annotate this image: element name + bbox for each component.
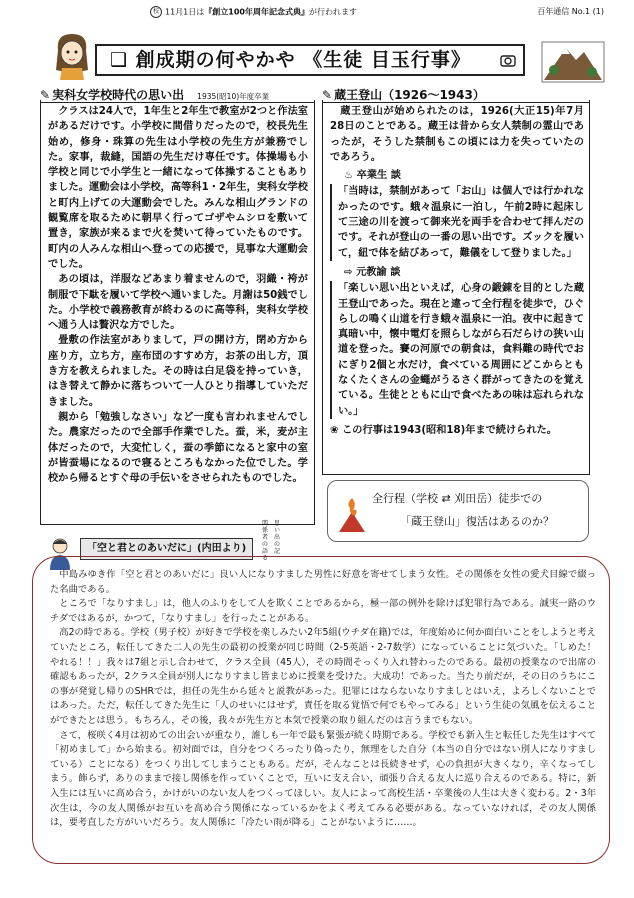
quote-former-teacher: 「楽しい思い出といえば，心身の鍛錬を目的とした蔵王登山であった。現在と違って全行程を徒歩で，ひぐらしの鳴く山道を行き蛾々温泉に一泊。夜中に起きて真暗い中，懐中電灯を照らしながら石だらけの狭い山道を登った。賽の河原での朝食は，食料難の時代でおにぎり2個と水だけ，食べている周囲にどこからともなくたくさんの金蠅がうるさく群がってきたのを覚えている。生徒とともに山で食べたあの味は忘れられない。」 bbox=[330, 281, 584, 419]
mountain-fire-icon bbox=[337, 494, 367, 534]
quote-graduate: 「当時は，禁制があって「お山」は個人では行かれなかったのです。蛾々温泉に一泊し，午前2時に起床して三途の川を渡って御来光を両手を合わせて拝んだのです。それが登山の一番の思い出です。ズックを履いて，紐で体を結びあって，難儀をして登りました。」 bbox=[330, 184, 584, 260]
banner-title: ❑ 創成期の何やかや 《生徒 目玉行事》 bbox=[110, 49, 471, 71]
bottom-essay bbox=[50, 568, 596, 831]
speaker-former-teacher: ⇨ 元教諭 談 bbox=[344, 266, 401, 278]
left-paragraph: あの頃は，洋服などあまり着ませんので，羽織・袴が制服で下駄を履いて学校へ通いました。月謝は50銭でした。小学校で義務教育が終わるのに高等科，実科女学校へ通う人は贅沢な方でした。 bbox=[48, 274, 308, 332]
right-conclusion: ❀ この行事は1943(昭和18)年まで続けられた。 bbox=[330, 424, 557, 436]
right-section-heading: 蔵王登山（1926～1943） bbox=[334, 88, 485, 102]
speaker-graduate: ♨ 卒業生 談 bbox=[344, 170, 401, 182]
left-paragraph: 親から「勉強しなさい」など一度も言われませんでした。農家だったので全部手作業でした。蚕，米，麦が主体だったので，大変忙しく，蚕の季節になると家中の室が皆蚕場になるので寝るところもなかった位でした。学校から帰るとすぐ母の手伝いをさせられたものでした。 bbox=[48, 411, 308, 485]
header-note: 校 11月1日は『創立100年周年記念式典』が行われます bbox=[150, 6, 470, 19]
bottom-paragraph: 中島みゆき作「空と君とのあいだに」良い人になりすました男性に好意を寄せてしまう女性。その関係を女性の愛犬目線で綴った名曲である。 bbox=[50, 569, 596, 595]
side-note: 思い出の記 bbox=[274, 520, 281, 555]
pen-icon: ✎ bbox=[322, 88, 333, 102]
bottom-paragraph: ところで「なりすまし」は，他人のふりをして人を欺くことであるから，極一部の例外を除けば犯罪行為である。誠実一路のウチダではあるが，かつて，「なりすまし」を行ったことがある。 bbox=[50, 598, 596, 624]
mountain-illustration-icon bbox=[540, 40, 606, 84]
left-article bbox=[48, 104, 308, 486]
bottom-section-tag: 「空と君とのあいだに」(内田より) bbox=[80, 538, 253, 560]
ceremony-name: 『創立100年周年記念式典』 bbox=[204, 7, 309, 17]
left-paragraph: クラスは24人で，1年生と2年生で教室が2つと作法室があるだけです。小学校に間借りだったので，校長先生始め，修身・珠算の先生は小学校の先生方が兼務でした。家事，裁縫，国語の先生だけ専任です。体操場も小学校と同じで小学生と一緒になって体操することもありました。運動会は小学校，高等科1・2年生，実科女学校と町内上げての大運動会でした。みんな相山グランドの観覧席を取るために朝早く行ってゴザやムシロを敷いて置き，家族が来るまで火を焚いて待っていたものです。町内の人みんな相山へ登っての応援で，見事な大運動会でした。 bbox=[48, 106, 308, 270]
right-intro: 蔵王登山が始められたのは，1926(大正15)年7月28日のことである。蔵王は昔から女人禁制の霊山であったが，そうした禁制もこの頃には力を失っていたのであろう。 bbox=[330, 106, 584, 163]
left-section-heading-note: 1935(昭10)年度卒業 bbox=[197, 92, 270, 101]
bottom-paragraph: 高2の時である。学校（男子校）が好きで学校を楽しみたい2年5組(ウチダ在籍)では，年度始めに何か面白いことをしようと考えていたところ，転任してきた二人の先生の最初の授業が同じ時間（2-5英語・2-7数学）になっていることに気づいた。「しめた！やれる！！」我々は7組と示し合わせて，クラス全員（45人），その時間そっくり入れ替わったのである。最初の授業なので出席の確認もあったが，2クラス全員が別人になりすまし皆まじめに授業を受けた。大成功！であった。当たり前だが，その日のうちにこの事が発覚し帰りのSHRでは，担任の先生から延々と説教があった。犯罪にはならないなりすましとはいえ，よろしくないことではあった。ただ，転任してきた先生に「人のせいにはせず，責任を取る覚悟で何でもやってみる」という生徒の気風を伝えることができたとは思う。もちろん，その後，我々が先生方と本気で授業の取り組んだのは言うまでもない。 bbox=[50, 627, 596, 726]
school-emblem-icon: 校 bbox=[150, 6, 162, 18]
pen-icon: ✎ bbox=[40, 88, 51, 102]
left-section-heading: 実科女学校時代の思い出 bbox=[52, 88, 185, 102]
callout-line-2: 「蔵王登山」復活はあるのか？ bbox=[400, 515, 554, 528]
side-note: 関係者の語る bbox=[262, 520, 269, 562]
issue-number: 百年通信 No.1 (1) bbox=[537, 7, 604, 16]
callout-line-1: 全行程（学校 ⇄ 刈田岳）徒歩での bbox=[372, 492, 543, 505]
bottom-paragraph: さて，桜咲く4月は初めての出会いが重なり，誰しも一年で最も緊張が続く時期である。学校でも新入生と転任した先生はすべて「初めまして」から始まる。初対面では，自分をつくろったり偽ったり，無理をした自分（本当の自分ではない別人になりすましている）ことになる）をつくり出してしまうこともある。だが，そんなことは長続きせず，心の負担が大きくなり，辛くなってしまう。飾らず，ありのままで接し関係を作っていくことで，互いに支え合い，頑張り合える友人に巡り合えるのである。特に，新入生には互いに高め合う，かけがいのない友人をつくってほしい。友人によって高校生活・卒業後の人生は大きく変わる。2・3年次生は，今の友人関係がお互いを高め合う関係になっているかをよく考えてみる必要がある。なっていなければ，その友人関係は，要考直した方がいいだろう。友人関係に「冷たい雨が降る」ことがないように……。 bbox=[50, 729, 596, 829]
girl-illustration-icon bbox=[50, 30, 94, 80]
camera-icon bbox=[498, 50, 518, 70]
left-paragraph: 畳敷の作法室がありまして，戸の開け方，閉め方から座り方，立ち方，座布団のすすめ方，お茶の出し方，頂き方を教えられました。その時は白足袋を持っていき，はき替えて静かに落ちついて一人ひとり指導していただきました。 bbox=[48, 335, 308, 408]
right-article bbox=[330, 104, 584, 438]
